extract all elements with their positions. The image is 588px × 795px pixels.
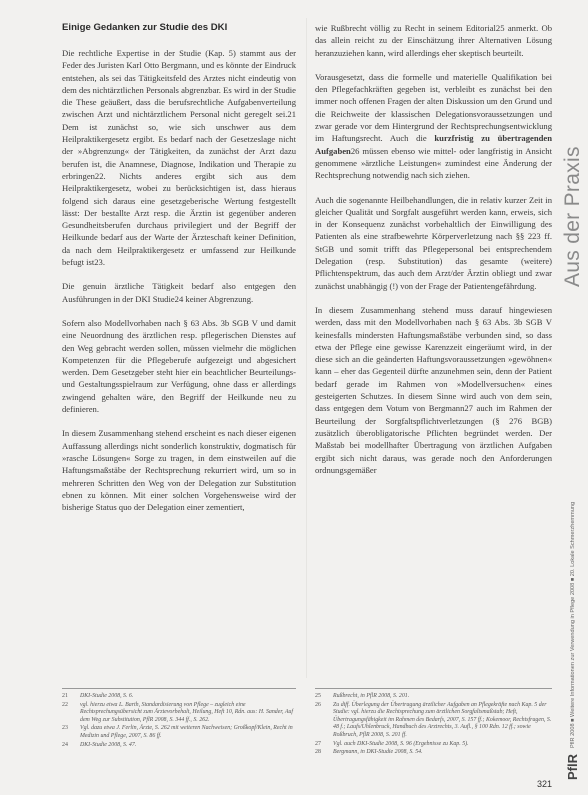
footnote [315, 693, 552, 701]
footnotes-right [315, 688, 552, 758]
paragraph-text: 26 müssen ebenso wie mittel- oder langfristig in Ansicht genommene »ärztliche Leistungen« zumindest eine Änderung der Rechtsprechung notwendig nach sich ziehen. [315, 145, 552, 181]
paragraph: Die genuin ärztliche Tätigkeit bedarf also entgegen den Ausführungen in der DKI Studie24 keiner Abgrenzung. [62, 281, 296, 304]
footnote-text: Bergmann, in DKI-Studie 2008, S. 54. [333, 749, 423, 756]
footnote [62, 742, 296, 750]
footnote [315, 702, 552, 740]
paragraph: Sofern also Modellvorhaben nach § 63 Abs. 3b SGB V und damit eine Neuordnung des ärztlichen resp. pflegerischen Dienstes auf den Weg gebracht werden sollen, müssen vielmehr die möglichen Kompetenzen für die Pflegeberufe aufgezeigt und abgesichert werden. Dem Gesetzgeber steht hier ein beachtlicher Beurteilungs- und Gestaltungsspielraum zur Verfügung, ohne dass er allerdings zwingend gehalten wäre, den Begriff der Heilkunde neu zu definieren. [62, 317, 296, 415]
right-column [315, 22, 552, 488]
paragraph: Die rechtliche Expertise in der Studie (Kap. 5) stammt aus der Feder des Juristen Karl Otto Bergmann, und es könnte der Eindruck entstehen, als sei das Tätigkeitsfeld des Arztes nicht eindeutig von dem des nichtärztlichen Personals abgrenzbar. Es wird in der Studie die These geäußert, dass die berufsrechtliche Aufgabenverteilung zwischen Arzt und nichtärztlichem Personal nicht geregelt sei.21 Dem ist zunächst so, wie sich unschwer aus dem Heilpraktikergesetz ergibt. Es bedarf nach der Gesetzeslage nicht der »Abgrenzung« der Tätigkeiten, da zunächst der Arzt dazu berufen ist, die Anamnese, Diagnose, Indikation und Therapie zu erbringen22. Nichts anderes ergibt sich aus dem Heilpraktikergesetz, wobei zu berücksichtigen ist, dass hieraus folgend sich daraus eine gesetzgeberische Wertung festgestellt lässt: Der bestallte Arzt resp. die Ärztin ist gegenüber anderen Gesundheitsberufen durchaus privilegiert und der Begriff der Heilkunde bedarf aus der Warte der Ärzteschaft keiner Definition, da nach dem Heilpraktikergesetz er umfassend zur Heilkunde befugt ist23. [62, 48, 296, 268]
section-title-text: Aus der Praxis [561, 146, 584, 287]
footnote-text: Vgl. auch DKI-Studie 2008, S. 96 (Ergebnisse zu Kap. 5). [333, 740, 469, 747]
left-column [62, 22, 296, 525]
footnote-text: Rußbrecht, in PflR 2008, S. 201. [333, 693, 410, 699]
section-title-vertical [560, 140, 586, 290]
footnote-number: 21 [62, 693, 68, 699]
paragraph: In diesem Zusammenhang stehend muss darauf hingewiesen werden, dass mit den Modellvorhaben nach § 63 Abs. 3b SGB V keinesfalls mindersten Haftungsmaßstäbe verbunden sind, so dass etwa der Pflege eine gewisse Karenzzeit eingeräumt wird, in der diese sich an die geänderten Haftungsvoraussetzungen »gewöhnen« kann – eher das Gegenteil dürfte anzunehmen sein, denn der Patient bedarf gerade im Rahmen von »Modellversuchen« eines gesteigerten Schutzes. In diesem Sinne wird auch von dem sein, dass entgegen dem Votum von Bergmann27 auch im Rahmen der Beurteilung der Sorgfaltspflichtverletzungen (§ 276 BGB) zusätzlich überobligatorische Pflichten begründet werden. Der Maßstab bei modellhafter Übertragung von ärztlichen Aufgaben ergibt sich nicht daraus, was gerade noch den Anforderungen ordnungsgemäßer [315, 304, 552, 475]
bold-emphasis: kurzfristig zu übertragenden Aufgaben [315, 133, 552, 156]
footnote-number: 24 [62, 741, 68, 748]
footnote-number: 26 [315, 701, 321, 708]
footnote-number: 28 [315, 749, 321, 756]
paragraph: wie Rußbrecht völlig zu Recht in seinem Editorial25 anmerkt. Ob das allein reicht zu der Einschätzung ihrer Alternativen Lösung heranzuziehen kann, wird allerdings eher skeptisch beurteilt. [315, 23, 552, 58]
footnote [62, 693, 296, 701]
article-heading: Einige Gedanken zur Studie des DKI [62, 22, 228, 33]
footnote-number: 23 [62, 725, 68, 732]
side-credit-text: PflR 2008 ■ Weitere Informationen zur Verwendung in Pflege 2008 ■ 20. Lokale Schmerzhemmung [570, 501, 576, 748]
footnote [62, 725, 296, 740]
paragraph: In diesem Zusammenhang stehend erscheint es nach dieser eigenen Auffassung allerdings nicht sonderlich konstruktiv, dogmatisch für »rasche Lösungen« Sorge zu tragen, in dem einstweilen auf die Haftungsmaßstäbe der Rechtsprechung rekurriert wird, um so in mehreren Schritten den Weg von der Delegation zur Substitution ebnen zu können. Mit einer solchen Vorgehensweise wird der bisherige Status quo der Delegation einer zementiert, [62, 428, 296, 513]
side-credit-vertical [561, 440, 585, 750]
footnote-number: 25 [315, 693, 321, 699]
paragraph-text: Vorausgesetzt, dass die formelle und materielle Qualifikation bei den Pflegefachkräften gegeben ist, verbleibt es zunächst bei den immer noch offenen Fragen der alten Diskussion um den Grund und die Reichweite der klassischen Delegationsvoraussetzungen und zwar gerade vor dem Hintergrund der Rechtsprechungsentwicklung im Haftungsrecht. Auch die [315, 71, 552, 144]
footnote-text: vgl. hierzu etwa L. Barth, Standardisierung von Pflege – zugleich eine Rechtsprechungsübersicht zum Ärztevorbehalt, Heilung, Heft 10, Rdn. aus: H. Sander, Auf dem Weg zur Substitution, PflR 2008, S. 344 ff., S. 262. [80, 701, 294, 723]
footnote-text: DKI-Studie 2008, S. 6. [80, 693, 134, 699]
footnote-number: 22 [62, 701, 68, 708]
footnote-text: DKI-Studie 2008, S. 47. [80, 741, 137, 748]
footnote [62, 702, 296, 725]
footnote-text: Zu diff. Überlegung der Übertragung ärztlicher Aufgaben an Pflegekräfte nach Kap. 5 der Studie: vgl. hierzu die Rechtsprechung zum ärztlichen Sorgfaltsmaßstab; Heft, Übertragungsfähigkeit im Rahmen des Bedarfs, 2007, S. 157 ff.; Kokemoor, Rechtsfragen, S. 48 f.; Laufs/Uhlenbruck, Handbuch des Arztrechts, 3. Aufl., § 100 Rdn. 12 ff.; sowie Roßbruch, PflR 2008, S. 201 ff. [333, 701, 552, 738]
footnote-number: 27 [315, 740, 321, 747]
footnotes-left [62, 688, 296, 750]
footnote [315, 749, 552, 757]
paragraph [315, 71, 552, 182]
journal-logo: PflR [565, 754, 580, 780]
footnote-text: Vgl. dazu etwa J. Ferlin, Ärzte, S. 262 mit weiteren Nachweisen; Großkopf/Klein, Recht in Medizin und Pflege, 2007, S. 86 ff. [80, 725, 293, 739]
column-gutter [306, 18, 307, 678]
footnote [315, 741, 552, 749]
page-number: 321 [537, 779, 553, 789]
paragraph: Auch die sogenannte Heilbehandlungen, die in relativ kurzer Zeit in gleicher Qualität und Sorgfalt ausgeführt werden kann, erweis, sich in der Konsequenz zunächst vorbehaltlich der Einwilligung des Patienten als eine strafbewehrte Körperverletzung nach §§ 223 ff. StGB und somit trifft das Pflegepersonal bei entsprechendem Delegation (resp. Substitution) das gesamte (weitere) Pflichtenspektrum, das auch dem Arzt/der Ärztin obliegt und zwar zunächst unabhängig (!) von der Frage der Patientengefährdung. [315, 194, 552, 291]
